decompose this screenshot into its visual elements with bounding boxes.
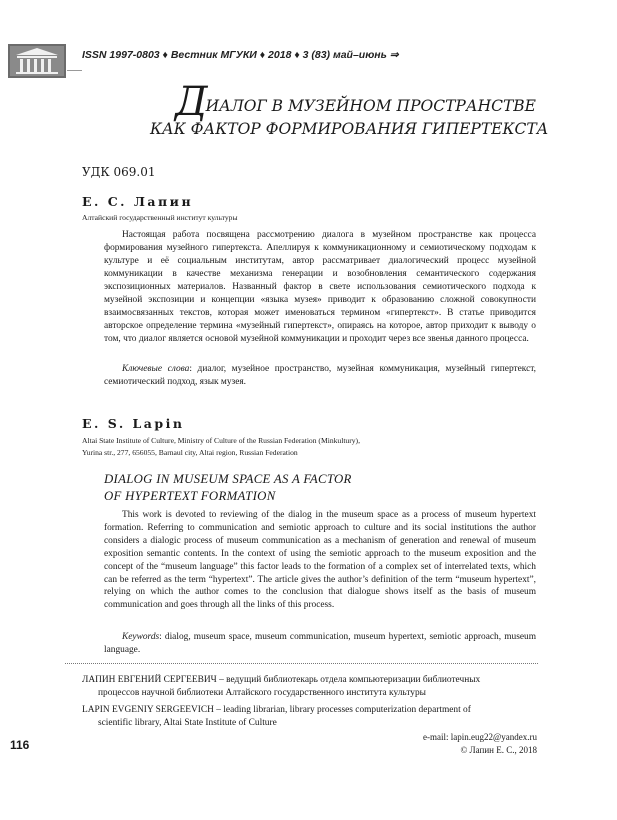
author-bio-en bbox=[82, 704, 538, 729]
article-title-ru bbox=[150, 79, 549, 139]
journal-logo-icon bbox=[8, 40, 66, 80]
institution-en-line1: Altai State Institute of Culture, Ministry of Culture of the Russian Federation (Minkultury), bbox=[82, 436, 360, 445]
author-name-ru: Е. С. Лапин bbox=[82, 194, 194, 209]
keywords-ru-label: Ключевые слова bbox=[122, 364, 190, 374]
author-bio-ru bbox=[82, 674, 538, 699]
keywords-ru bbox=[104, 363, 536, 389]
bio-ru-line1: ЛАПИН ЕВГЕНИЙ СЕРГЕЕВИЧ – ведущий библиотекарь отдела компьютеризации библиотечных bbox=[82, 675, 481, 685]
contacts bbox=[423, 731, 537, 756]
bio-ru-line2: процессов научной библиотеки Алтайского государственного института культуры bbox=[98, 687, 426, 698]
title-dropcap: Д bbox=[175, 79, 206, 125]
keywords-ru-text: : диалог, музейное пространство, музейная коммуникация, музейный гипертекст, семиотический подход, язык музея. bbox=[104, 364, 536, 388]
title-en-line2: OF HYPERTEXT FORMATION bbox=[104, 488, 276, 503]
copyright-notice: © Лапин Е. С., 2018 bbox=[460, 744, 537, 755]
abstract-en: This work is devoted to reviewing of the dialog in the museum space as a process of museum hypertext formation. Referring to communication and semiotic approach to culture and its social institutions the author considers a dialogic process of museum communication as a mechanism of generation and renewal of museum exposition semantic contents. In the context of using the semiotic approach to the museum exposition and the concept of the “museum language” this factor leads to the formation of a complex set of interrelated texts, which can be referred as the term “hypertext”. The article gives the author’s definition of the term “museum hypertext”, relying on which the author comes to the conclusion that dialogue shows itself as the basis of museum communication and goes through all the links of this process. bbox=[104, 510, 536, 611]
keywords-en-label: Keywords bbox=[122, 632, 160, 642]
keywords-en bbox=[104, 631, 536, 657]
section-divider bbox=[65, 663, 538, 664]
header-rule bbox=[67, 70, 82, 71]
bio-en-line2: scientific library, Altai State Institute of Culture bbox=[98, 717, 277, 728]
udk-code: УДК 069.01 bbox=[82, 165, 156, 179]
title-ru-line2: КАК ФАКТОР ФОРМИРОВАНИЯ ГИПЕРТЕКСТА bbox=[150, 120, 549, 138]
journal-header: ISSN 1997-0803 ♦ Вестник МГУКИ ♦ 2018 ♦ 3 (83) май–июнь ⇒ bbox=[82, 49, 399, 61]
abstract-ru: Настоящая работа посвящена рассмотрению диалога в музейном пространстве как процесса формирования музейного гипертекста. Апеллируя к коммуникационному и семиотическому подходам к культуре и её социальным институтам, автор рассматривает диалогический процесс музейной коммуникации в качестве механизма генерации и возобновления семантического содержания экспозиционных материалов. Названный фактор в свете использования семиотического подхода к музейной экспозиции и концепции «языка музея» приводит к образованию сложной совокупности взаимосвязанных текстов, которая может именоваться термином «гипертекст». В статье приводится авторское определение термина «музейный гипертекст», опираясь на которое, автор приходит к выводу о том, что диалог является основой музейной коммуникации и проходит через все звенья данного процесса. bbox=[104, 230, 536, 345]
keywords-en-text: : dialog, museum space, museum communication, museum hypertext, semiotic approach, museum language. bbox=[104, 632, 536, 655]
author-name-en: E. S. Lapin bbox=[82, 416, 185, 431]
title-en-line1: DIALOG IN MUSEUM SPACE AS A FACTOR bbox=[104, 472, 352, 486]
author-institution-en bbox=[82, 435, 522, 459]
title-ru-line1 bbox=[150, 79, 536, 125]
article-title-en bbox=[104, 471, 352, 504]
institution-en-line2: Yurina str., 277, 656055, Barnaul city, Altai region, Russian Federation bbox=[82, 448, 298, 457]
author-institution-ru: Алтайский государственный институт культуры bbox=[82, 213, 238, 222]
author-email: e-mail: lapin.eug22@yandex.ru bbox=[422, 732, 537, 742]
page-number: 116 bbox=[10, 738, 30, 752]
title-ru-line1-text: ИАЛОГ В МУЗЕЙНОМ ПРОСТРАНСТВЕ bbox=[205, 97, 536, 115]
bio-en-line1: LAPIN EVGENIY SERGEEVICH – leading librarian, library processes computerization department of bbox=[82, 705, 471, 715]
